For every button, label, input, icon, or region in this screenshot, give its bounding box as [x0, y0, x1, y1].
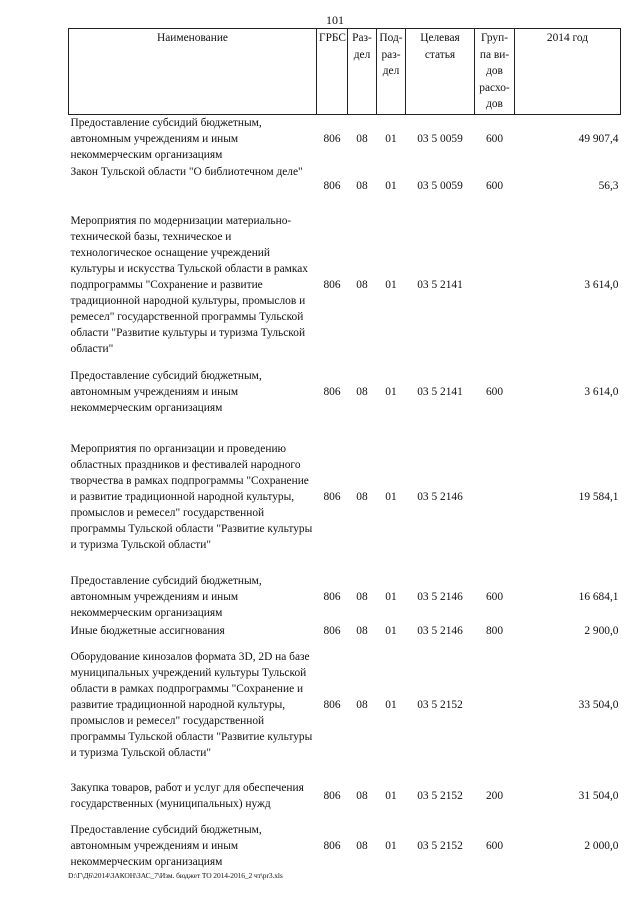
row-grbs: 806: [323, 790, 341, 802]
row-podrazdel: 01: [385, 840, 397, 852]
budget-table: [68, 28, 621, 871]
row-vid: 800: [485, 624, 504, 637]
header-year: [515, 29, 621, 115]
page-number: 101: [326, 13, 344, 27]
row-razdel: 08: [356, 699, 368, 711]
header-grbs: [317, 29, 348, 115]
row-podrazdel: 01: [385, 624, 397, 637]
row-vid: 600: [485, 591, 504, 603]
row-name: Закупка товаров, работ и услуг для обеспечения государственных (муниципальных) нужд: [70, 782, 304, 810]
row-sum: 33 504,0: [578, 699, 619, 711]
header-podrazdel: [377, 29, 406, 115]
row-grbs: 806: [323, 180, 341, 192]
row-podrazdel: 01: [385, 386, 397, 398]
table-row: [69, 821, 621, 871]
row-vid: 600: [485, 133, 504, 146]
table-row: [69, 362, 621, 422]
row-name: Мероприятия по модернизации материально-технической базы, техническое и технологическое оснащение учреждений культуры и искусства Тульской области в рамках подпрограммы "Сохранение и развитие традиционной народной культуры, промыслов и ремесел" государственной программы Тульской области "Развитие культуры и туризма Тульской области": [70, 215, 308, 355]
row-name: Предоставление субсидий бюджетным, автономным учреждениям и иным некоммерческим организациям: [70, 370, 262, 414]
row-grbs: 806: [323, 386, 341, 398]
row-statya: 03 5 0059: [417, 133, 463, 146]
header-razdel-text: Раз- дел: [352, 32, 372, 61]
row-razdel: 08: [356, 386, 368, 398]
header-gruppa-text: Груп- па ви- дов расхо- дов: [479, 32, 510, 110]
table-row: [69, 208, 621, 362]
row-razdel: 08: [356, 133, 368, 146]
row-sum: 56,3: [598, 180, 619, 192]
row-sum: 49 907,4: [578, 133, 619, 146]
table-header-row: [69, 29, 621, 115]
row-name: Предоставление субсидий бюджетным, автономным учреждениям и иным некоммерческим организациям: [70, 117, 262, 162]
row-name: Иные бюджетные ассигнования: [70, 624, 225, 637]
row-statya: 03 5 2152: [417, 699, 463, 711]
row-sum: 31 504,0: [578, 790, 619, 802]
row-razdel: 08: [356, 840, 368, 852]
row-sum: 3 614,0: [584, 279, 619, 291]
row-sum: 16 684,1: [578, 591, 619, 603]
row-statya: 03 5 2141: [417, 279, 463, 291]
row-podrazdel: 01: [385, 491, 397, 503]
row-sum: 19 584,1: [578, 491, 619, 503]
row-statya: 03 5 2152: [417, 840, 463, 852]
header-year-text: 2014 год: [546, 32, 589, 44]
row-sum: 2 000,0: [584, 840, 619, 852]
row-grbs: 806: [323, 624, 341, 637]
table-row: [69, 114, 621, 164]
row-statya: 03 5 2146: [417, 591, 463, 603]
header-tselevaya: [406, 29, 475, 115]
table-row: [69, 771, 621, 821]
row-vid: [475, 208, 515, 362]
row-grbs: 806: [323, 840, 341, 852]
row-sum: 3 614,0: [584, 386, 619, 398]
header-gruppa: [475, 29, 515, 115]
row-podrazdel: 01: [385, 699, 397, 711]
row-name: Оборудование кинозалов формата 3D, 2D на базе муниципальных учреждений культуры Тульской области в рамках подпрограммы "Сохранение и развитие традиционной народной культуры, промыслов и ремесел" государственной программы Тульской области "Развитие культуры и туризма Тульской области": [70, 651, 313, 759]
row-vid: 600: [485, 386, 504, 398]
row-razdel: 08: [356, 790, 368, 802]
row-name: Предоставление субсидий бюджетным, автономным учреждениям и иным некоммерческим организациям: [70, 575, 262, 619]
table-row: [69, 572, 621, 622]
header-tselevaya-text: Целевая статья: [420, 32, 460, 61]
row-razdel: 08: [356, 180, 368, 192]
table-row: [69, 422, 621, 572]
row-grbs: 806: [323, 699, 341, 711]
row-name: Предоставление субсидий бюджетным, автономным учреждениям и иным некоммерческим организациям: [70, 824, 262, 868]
row-podrazdel: 01: [385, 133, 397, 146]
row-podrazdel: 01: [385, 790, 397, 802]
row-grbs: 806: [323, 591, 341, 603]
table-row: [69, 622, 621, 639]
row-vid: 200: [485, 790, 504, 802]
row-grbs: 806: [323, 491, 341, 503]
row-statya: 03 5 2146: [417, 491, 463, 503]
table-row: [69, 639, 621, 771]
table-row: [69, 164, 621, 208]
row-statya: 03 5 2141: [417, 386, 463, 398]
row-razdel: 08: [356, 624, 368, 637]
header-podrazdel-text: Под- раз- дел: [379, 32, 403, 77]
row-vid: 600: [485, 180, 504, 192]
row-name: Мероприятия по организации и проведению областных праздников и фестивалей народного творчества в рамках подпрограммы "Сохранение и развитие традиционной народной культуры, промыслов и ремесел" государственной программы Тульской области "Развитие культуры и туризма Тульской области": [70, 443, 313, 551]
header-razdel: [348, 29, 377, 115]
header-grbs-text: ГРБС: [319, 32, 346, 44]
row-grbs: 806: [323, 133, 341, 146]
row-vid: 600: [485, 840, 504, 852]
row-name: Закон Тульской области "О библиотечном деле": [70, 166, 303, 178]
row-statya: 03 5 2146: [417, 624, 463, 637]
row-statya: 03 5 0059: [417, 180, 463, 192]
row-vid: [475, 422, 515, 572]
header-name-text: Наименование: [157, 32, 228, 44]
row-sum: 2 900,0: [584, 624, 619, 637]
row-grbs: 806: [323, 279, 341, 291]
header-name: [69, 29, 317, 115]
row-razdel: 08: [356, 591, 368, 603]
file-path-footer: D:\Г\Д6\2014\ЗАКОН\ЗАС_7\Изм. бюджет ТО 2014-2016_2 чт\pr3.xls: [68, 871, 283, 880]
row-podrazdel: 01: [385, 591, 397, 603]
row-podrazdel: 01: [385, 279, 397, 291]
row-statya: 03 5 2152: [417, 790, 463, 802]
row-podrazdel: 01: [385, 180, 397, 192]
row-vid: [475, 639, 515, 771]
row-razdel: 08: [356, 279, 368, 291]
row-razdel: 08: [356, 491, 368, 503]
